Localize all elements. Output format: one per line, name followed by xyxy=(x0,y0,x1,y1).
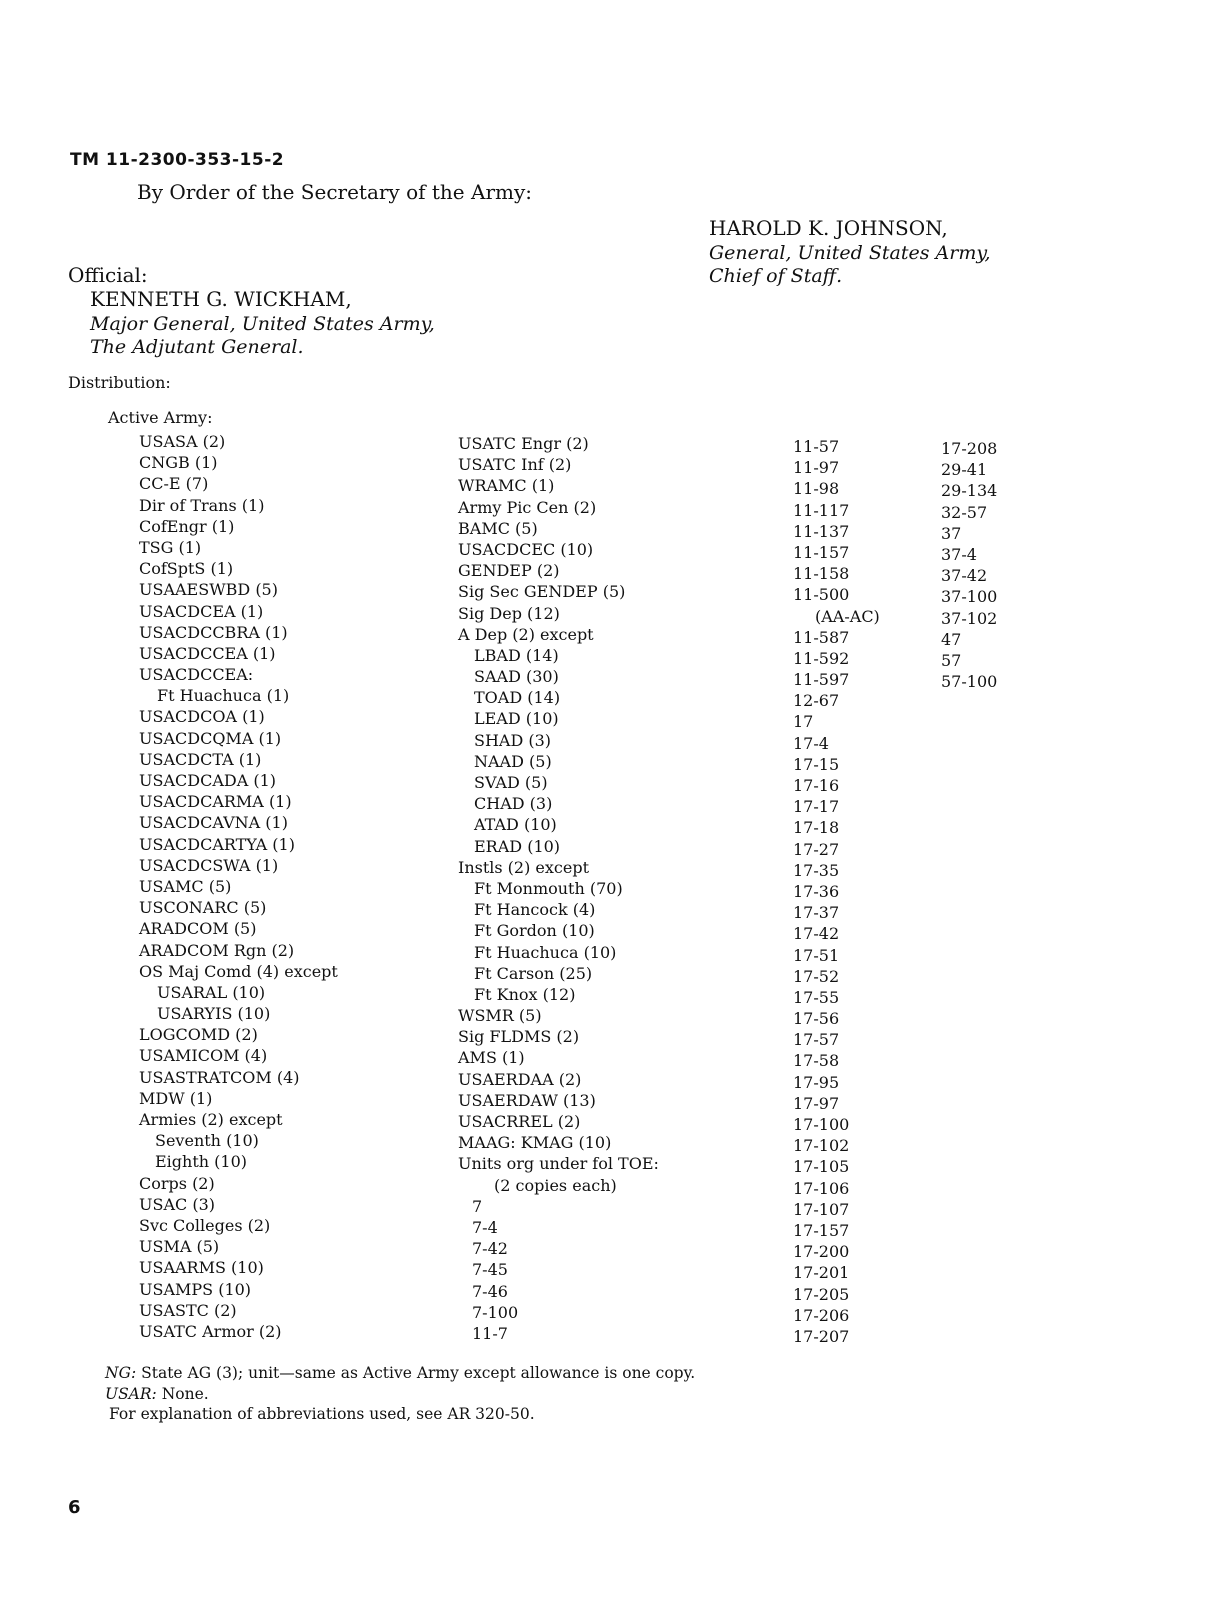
distribution-column-4 xyxy=(941,438,997,692)
distribution-entry: 17-27 xyxy=(793,839,840,859)
distribution-entry: USAMICOM (4) xyxy=(139,1046,268,1066)
distribution-entry: 17-105 xyxy=(793,1157,850,1177)
distribution-entry: 11-98 xyxy=(793,479,840,499)
distribution-entry: 11-57 xyxy=(793,437,840,456)
distribution-entry: (2 copies each) xyxy=(494,1175,617,1195)
distribution-entry: USACDCARTYA (1) xyxy=(139,834,295,854)
distribution-entry: 7-4 xyxy=(472,1217,498,1237)
distribution-entry: USACRREL (2) xyxy=(458,1112,581,1131)
distribution-entry: USCONARC (5) xyxy=(139,898,267,918)
official-name: KENNETH G. WICKHAM, xyxy=(90,287,352,311)
distribution-label: Distribution: xyxy=(68,373,171,392)
distribution-entry: USACDCSWA (1) xyxy=(139,855,279,875)
page-number: 6 xyxy=(68,1497,81,1518)
distribution-entry: USMA (5) xyxy=(139,1237,220,1257)
distribution-entry: 11-97 xyxy=(793,458,840,478)
distribution-entry: ARADCOM Rgn (2) xyxy=(139,940,295,960)
distribution-entry: USARAL (10) xyxy=(157,982,266,1002)
distribution-entry: Units org under fol TOE: xyxy=(458,1154,659,1174)
distribution-entry: GENDEP (2) xyxy=(458,561,560,581)
order-line: By Order of the Secretary of the Army: xyxy=(137,180,533,204)
distribution-entry: 17-35 xyxy=(793,860,840,880)
distribution-entry: 17-42 xyxy=(793,924,840,944)
distribution-entry: 11-117 xyxy=(793,500,850,520)
distribution-entry: 37-102 xyxy=(941,608,998,628)
distribution-entry: ERAD (10) xyxy=(474,836,561,856)
distribution-entry: 17-95 xyxy=(793,1072,840,1092)
distribution-entry: 12-67 xyxy=(793,691,840,711)
distribution-entry: 7 xyxy=(472,1196,483,1216)
distribution-entry: ARADCOM (5) xyxy=(139,919,257,939)
distribution-entry: 17-55 xyxy=(793,987,840,1007)
distribution-entry: 11-157 xyxy=(793,542,850,562)
distribution-entry: USACDCOA (1) xyxy=(139,707,265,727)
distribution-entry: 17-57 xyxy=(793,1030,840,1050)
chief-name: HAROLD K. JOHNSON, xyxy=(709,216,948,240)
distribution-entry: 17-201 xyxy=(793,1263,850,1283)
distribution-entry: Army Pic Cen (2) xyxy=(458,497,597,517)
distribution-entry: USARYIS (10) xyxy=(157,1004,271,1024)
distribution-entry: Ft Carson (25) xyxy=(474,963,593,983)
distribution-entry: USACDCCBRA (1) xyxy=(139,622,288,642)
distribution-entry: 17-206 xyxy=(793,1305,850,1325)
distribution-entry: Sig Sec GENDEP (5) xyxy=(458,582,626,602)
distribution-entry: CHAD (3) xyxy=(474,794,553,814)
distribution-entry: MDW (1) xyxy=(139,1088,213,1108)
distribution-entry: 17-4 xyxy=(793,733,829,753)
distribution-entry: 17-102 xyxy=(793,1136,850,1156)
distribution-column-2 xyxy=(458,433,659,1344)
official-title: Major General, United States Army, xyxy=(90,313,435,335)
distribution-entry: 11-592 xyxy=(793,648,850,668)
distribution-entry: Instls (2) except xyxy=(458,857,590,877)
distribution-entry: 17-205 xyxy=(793,1284,850,1304)
distribution-entry: USAERDAA (2) xyxy=(458,1069,582,1089)
ng-label: NG: xyxy=(105,1364,137,1382)
distribution-entry: 7-45 xyxy=(472,1260,508,1280)
usar-label: USAR: xyxy=(105,1384,157,1403)
distribution-entry: 17-200 xyxy=(793,1242,850,1262)
distribution-entry: 57-100 xyxy=(941,672,998,692)
distribution-entry: LOGCOMD (2) xyxy=(139,1025,258,1045)
distribution-entry: 17-36 xyxy=(793,881,840,901)
distribution-entry: Sig FLDMS (2) xyxy=(458,1027,580,1047)
distribution-entry: OS Maj Comd (4) except xyxy=(139,961,338,981)
distribution-entry: CNGB (1) xyxy=(139,453,218,473)
distribution-entry: LEAD (10) xyxy=(474,709,559,729)
distribution-entry: Svc Colleges (2) xyxy=(139,1215,271,1235)
distribution-entry: 11-500 xyxy=(793,585,850,605)
abbreviation-note: For explanation of abbreviations used, see AR 320-50. xyxy=(109,1405,535,1423)
distribution-entry: 17-15 xyxy=(793,754,840,774)
distribution-entry: Ft Hancock (4) xyxy=(474,900,596,920)
distribution-entry: 29-41 xyxy=(941,460,988,480)
distribution-entry: 17-37 xyxy=(793,903,840,923)
distribution-entry: AMS (1) xyxy=(458,1048,525,1068)
distribution-entry: 17-17 xyxy=(793,797,840,817)
distribution-entry: 17 xyxy=(793,712,814,732)
distribution-entry: TOAD (14) xyxy=(474,688,561,708)
distribution-entry: Eighth (10) xyxy=(155,1152,248,1172)
distribution-entry: CofSptS (1) xyxy=(139,559,234,579)
distribution-entry: CofEngr (1) xyxy=(139,516,235,536)
distribution-entry: USATC Armor (2) xyxy=(139,1321,282,1341)
distribution-entry: USAERDAW (13) xyxy=(458,1090,596,1110)
distribution-entry: USACDCADA (1) xyxy=(139,771,276,790)
official-label: Official: xyxy=(68,263,148,287)
distribution-entry: Dir of Trans (1) xyxy=(139,495,265,515)
distribution-entry: ATAD (10) xyxy=(474,815,557,835)
distribution-entry: MAAG: KMAG (10) xyxy=(458,1133,612,1153)
distribution-entry: 17-208 xyxy=(941,439,998,458)
distribution-entry: 7-46 xyxy=(472,1281,508,1301)
distribution-column-1 xyxy=(139,431,338,1342)
distribution-entry: 17-58 xyxy=(793,1051,840,1071)
distribution-entry: USAMC (5) xyxy=(139,876,232,896)
distribution-entry: USASA (2) xyxy=(139,432,226,451)
distribution-entry: USAC (3) xyxy=(139,1194,215,1214)
distribution-entry: USATC Engr (2) xyxy=(458,434,589,453)
chief-signature-block xyxy=(709,216,991,287)
distribution-entry: Ft Monmouth (70) xyxy=(474,878,623,898)
distribution-entry: 17-157 xyxy=(793,1220,850,1240)
official-signature-block xyxy=(90,287,435,358)
distribution-entry: 17-100 xyxy=(793,1115,850,1134)
distribution-entry: Seventh (10) xyxy=(155,1131,259,1151)
distribution-entry: 17-18 xyxy=(793,818,840,838)
distribution-entry: USACDCEA (1) xyxy=(139,601,264,621)
distribution-entry: WRAMC (1) xyxy=(458,476,555,496)
distribution-entry: CC-E (7) xyxy=(139,474,209,494)
active-army-label: Active Army: xyxy=(108,408,213,427)
distribution-entry: Ft Knox (12) xyxy=(474,984,576,1004)
distribution-entry: 11-587 xyxy=(793,627,850,647)
distribution-entry: SVAD (5) xyxy=(474,773,548,792)
distribution-entry: 37-4 xyxy=(941,544,977,564)
distribution-entry: Ft Gordon (10) xyxy=(474,921,595,941)
distribution-entry: LBAD (14) xyxy=(474,645,559,665)
document-id: TM 11-2300-353-15-2 xyxy=(70,150,285,170)
distribution-entry: 11-158 xyxy=(793,564,850,584)
distribution-entry: 17-207 xyxy=(793,1326,850,1346)
distribution-entry: (AA-AC) xyxy=(815,606,880,626)
distribution-entry: Sig Dep (12) xyxy=(458,603,560,623)
distribution-entry: Armies (2) except xyxy=(139,1110,283,1129)
distribution-entry: WSMR (5) xyxy=(458,1006,542,1026)
distribution-entry: 37 xyxy=(941,523,962,543)
distribution-entry: 11-137 xyxy=(793,521,850,541)
distribution-entry: 11-597 xyxy=(793,670,850,690)
distribution-entry: 37-42 xyxy=(941,566,988,586)
distribution-entry: 47 xyxy=(941,629,962,649)
distribution-notes xyxy=(105,1363,695,1425)
distribution-entry: 17-106 xyxy=(793,1178,850,1198)
distribution-entry: USASTC (2) xyxy=(139,1300,237,1320)
chief-role: Chief of Staff. xyxy=(709,265,843,287)
usar-text: None. xyxy=(161,1384,209,1403)
distribution-entry: USACDCTA (1) xyxy=(139,749,262,769)
distribution-entry: 11-7 xyxy=(472,1323,508,1343)
distribution-entry: 7-100 xyxy=(472,1302,519,1322)
distribution-entry: Ft Huachuca (10) xyxy=(474,942,617,962)
distribution-entry: USACDCCEA (1) xyxy=(139,643,276,663)
distribution-entry: USACDCEC (10) xyxy=(458,539,594,559)
distribution-entry: 57 xyxy=(941,650,962,670)
distribution-entry: USACDCAVNA (1) xyxy=(139,813,288,833)
distribution-entry: 17-51 xyxy=(793,945,840,965)
distribution-entry: USACDCQMA (1) xyxy=(139,728,282,748)
distribution-entry: 29-134 xyxy=(941,481,998,501)
distribution-entry: USAMPS (10) xyxy=(139,1279,252,1299)
distribution-entry: SAAD (30) xyxy=(474,667,559,687)
distribution-entry: 17-16 xyxy=(793,776,840,795)
distribution-entry: 37-100 xyxy=(941,587,998,607)
distribution-entry: USAAESWBD (5) xyxy=(139,580,278,600)
distribution-entry: NAAD (5) xyxy=(474,751,552,771)
chief-title: General, United States Army, xyxy=(709,242,991,264)
distribution-entry: Corps (2) xyxy=(139,1173,215,1193)
distribution-entry: A Dep (2) except xyxy=(458,624,594,644)
distribution-entry: Ft Huachuca (1) xyxy=(157,686,290,706)
distribution-entry: USASTRATCOM (4) xyxy=(139,1067,300,1087)
distribution-entry: 17-107 xyxy=(793,1199,850,1219)
distribution-column-3 xyxy=(793,436,880,1347)
distribution-entry: 32-57 xyxy=(941,502,988,522)
distribution-entry: 17-97 xyxy=(793,1093,840,1113)
distribution-entry: SHAD (3) xyxy=(474,730,552,750)
ng-text: State AG (3); unit—same as Active Army except allowance is one copy. xyxy=(141,1364,696,1382)
distribution-entry: BAMC (5) xyxy=(458,518,538,538)
distribution-entry: 7-42 xyxy=(472,1239,508,1259)
distribution-entry: 17-56 xyxy=(793,1009,840,1029)
distribution-entry: USACDCCEA: xyxy=(139,665,254,685)
distribution-entry: USAARMS (10) xyxy=(139,1258,264,1278)
distribution-entry: 17-52 xyxy=(793,966,840,986)
distribution-entry: TSG (1) xyxy=(139,537,202,557)
official-role: The Adjutant General. xyxy=(90,336,304,358)
distribution-entry: USACDCARMA (1) xyxy=(139,792,292,812)
distribution-entry: USATC Inf (2) xyxy=(458,455,572,475)
